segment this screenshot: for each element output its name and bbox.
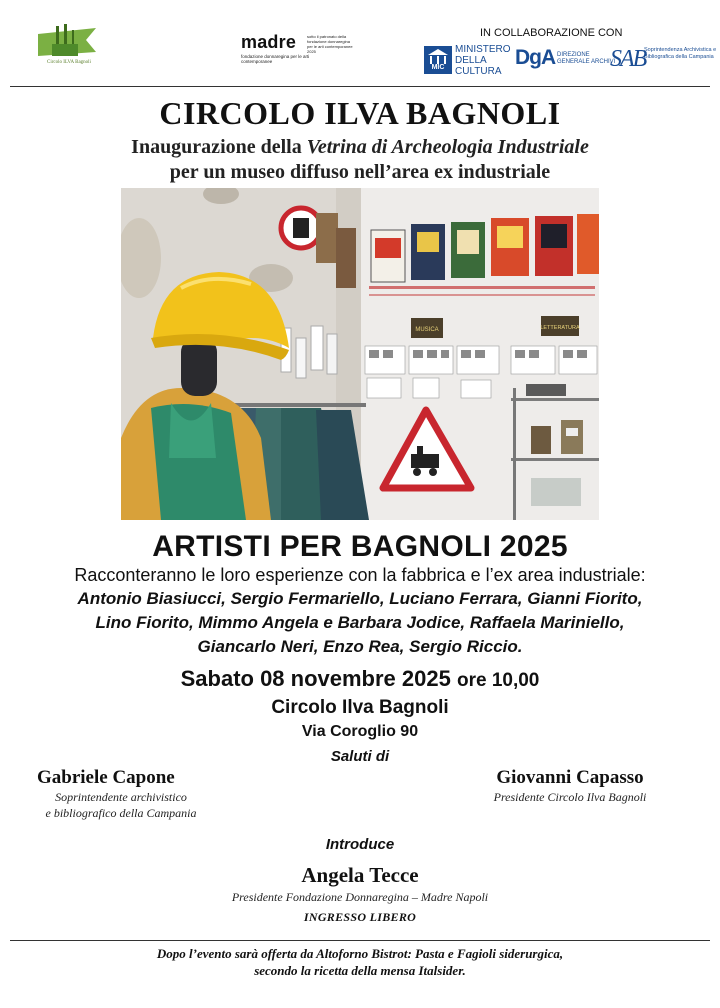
exhibition-photo (121, 188, 599, 520)
speaker-left (37, 767, 237, 821)
footer-line-1: Dopo l’evento sarà offerta da Altoforno Bistrot: Pasta e Fagioli siderurgica, (156, 946, 564, 961)
speaker-left-name: Gabriele Capone (37, 767, 175, 788)
speaker-left-role-1: Soprintendente archivistico (55, 790, 187, 804)
artists-line-2: Lino Fiorito, Mimmo Angela e Barbara Jodice, Raffaela Mariniello, (95, 613, 625, 632)
exhibition-photo-illustration (121, 188, 599, 520)
footer-line-2: secondo la ricetta della mensa Italsider. (254, 963, 466, 978)
madre-wordmark: madre (241, 32, 297, 52)
collaboration-label: IN COLLABORAZIONE CON (480, 27, 623, 39)
madre-logo (241, 32, 353, 64)
introducer-role: Presidente Fondazione Donnaregina – Madre Napoli (231, 890, 489, 904)
event-address: Via Coroglio 90 (301, 723, 419, 740)
sab-logo (610, 46, 717, 73)
free-entry-label: INGRESSO LIBERO (303, 910, 417, 924)
dga-wordmark: DgA (515, 46, 556, 69)
introducer-name: Angela Tecce (301, 863, 419, 887)
speaker-left-role-2: e bibliografico della Campania (45, 806, 197, 820)
header-divider (10, 86, 710, 87)
event-title: ARTISTI PER BAGNOLI 2025 (152, 530, 568, 563)
speaker-right-role: Presidente Circolo Ilva Bagnoli (493, 790, 647, 804)
mic-columns-icon (424, 47, 452, 67)
circolo-ilva-logo (34, 22, 100, 72)
ministero-cultura-logo (424, 44, 516, 77)
madre-side-text: sotto il patronato della fondazione donnaregina per le arti contemporanee 2025 (307, 34, 353, 54)
circolo-logo-caption: Circolo ILVA Bagnoli (47, 60, 91, 65)
event-venue: Circolo Ilva Bagnoli (271, 697, 449, 718)
artists-line-3: Giancarlo Neri, Enzo Rea, Sergio Riccio. (197, 637, 523, 656)
introduce-label: Introduce (325, 836, 395, 853)
page-title: CIRCOLO ILVA BAGNOLI (159, 95, 561, 131)
footer-divider (10, 940, 710, 941)
event-date-text: Sabato 08 novembre 2025 (180, 666, 451, 691)
dga-logo (515, 46, 616, 70)
subtitle-line-1: Inaugurazione della Vetrina di Archeologia Industriale (131, 136, 589, 158)
sign-musica: MUSICA (415, 327, 439, 333)
mic-text: MINISTERO DELLA CULTURA (455, 44, 511, 77)
event-date (0, 666, 720, 692)
sab-wordmark: SAB (610, 46, 646, 72)
event-intro: Racconteranno le loro esperienze con la fabbrica e l’ex area industriale: (74, 565, 646, 585)
artists-line-1: Antonio Biasiucci, Sergio Fermariello, Luciano Ferrara, Gianni Fiorito, (77, 589, 643, 608)
speaker-right (470, 767, 670, 805)
greetings-label: Saluti di (330, 748, 390, 765)
circolo-flag-icon (34, 22, 100, 62)
subtitle-line-2: per un museo diffuso nell’area ex industriale (169, 161, 551, 183)
mic-badge: MIC (424, 46, 452, 74)
madre-subtitle: fondazione donnaregina per le arti contemporanee (241, 54, 310, 64)
dga-text: DIREZIONE GENERALE ARCHIVI (557, 52, 616, 65)
speaker-right-name: Giovanni Capasso (496, 767, 644, 788)
sign-letteratura: LETTERATURA (540, 325, 580, 331)
sab-text: Soprintendenza Archivistica e Bibliografica della Campania (644, 47, 717, 60)
event-time: ore 10,00 (456, 670, 540, 691)
